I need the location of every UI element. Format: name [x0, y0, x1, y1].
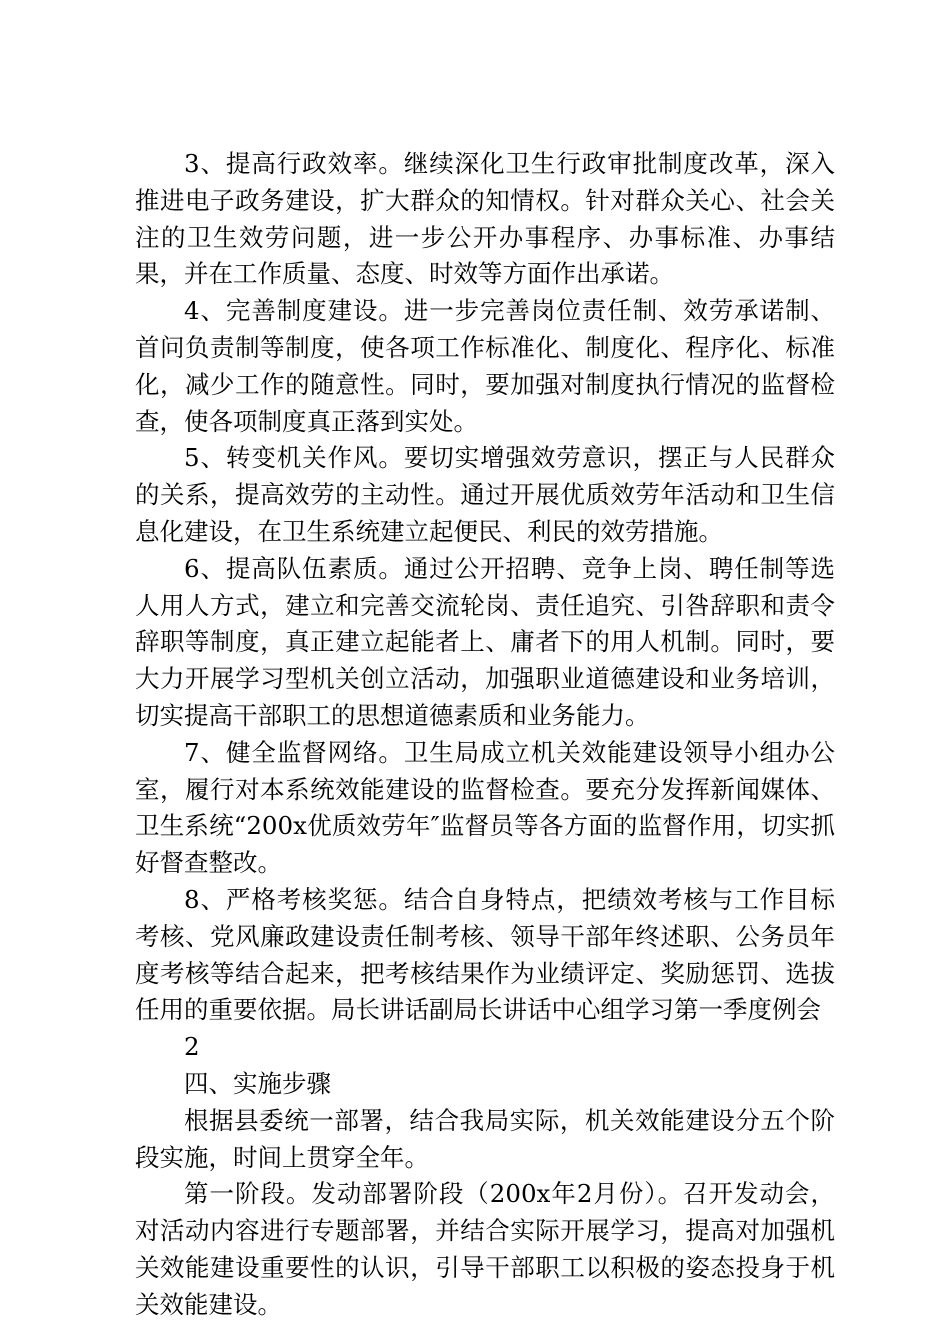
paragraph-item-3: 3、提高行政效率。继续深化卫生行政审批制度改革，深入推进电子政务建设，扩大群众的知情权。针对群众关心、社会关注的卫生效劳问题，进一步公开办事程序、办事标准、办事结果，并在工作质量、态度、时效等方面作出承诺。 [135, 149, 835, 289]
paragraph-phase-one: 第一阶段。发动部署阶段（200x年2月份）。召开发动会，对活动内容进行专题部署，并结合实际开展学习，提高对加强机关效能建设重要性的认识，引导干部职工以积极的姿态投身于机关效能建设。 [135, 1179, 835, 1319]
section-heading: 四、实施步骤 [184, 1068, 331, 1098]
paragraph-item-6: 6、提高队伍素质。通过公开招聘、竞争上岗、聘任制等选人用人方式，建立和完善交流轮岗、责任追究、引咎辞职和责令辞职等制度，真正建立起能者上、庸者下的用人机制。同时，要大力开展学习型机关创立活动，加强职业道德建设和业务培训，切实提高干部职工的思想道德素质和业务能力。 [135, 553, 835, 730]
page-number: 2 [184, 1032, 200, 1062]
document-body [135, 146, 835, 1324]
paragraph-item-5: 5、转变机关作风。要切实增强效劳意识，摆正与人民群众的关系，提高效劳的主动性。通过开展优质效劳年活动和卫生信息化建设，在卫生系统建立起便民、利民的效劳措施。 [135, 443, 835, 546]
paragraph-item-4: 4、完善制度建设。进一步完善岗位责任制、效劳承诺制、首问负责制等制度，使各项工作标准化、制度化、程序化、标准化，减少工作的随意性。同时，要加强对制度执行情况的监督检查，使各项制度真正落到实处。 [135, 296, 835, 436]
paragraph-implementation-intro: 根据县委统一部署，结合我局实际，机关效能建设分五个阶段实施，时间上贯穿全年。 [135, 1105, 835, 1172]
paragraph-item-8: 8、严格考核奖惩。结合自身特点，把绩效考核与工作目标考核、党风廉政建设责任制考核、领导干部年终述职、公务员年度考核等结合起来，把考核结果作为业绩评定、奖励惩罚、选拔任用的重要依据。局长讲话副局长讲话中心组学习第一季度例会 [135, 884, 835, 1025]
paragraph-item-7: 7、健全监督网络。卫生局成立机关效能建设领导小组办公室，履行对本系统效能建设的监督检查。要充分发挥新闻媒体、卫生系统“200x优质效劳年″监督员等各方面的监督作用，切实抓好督查整改。 [135, 737, 835, 878]
